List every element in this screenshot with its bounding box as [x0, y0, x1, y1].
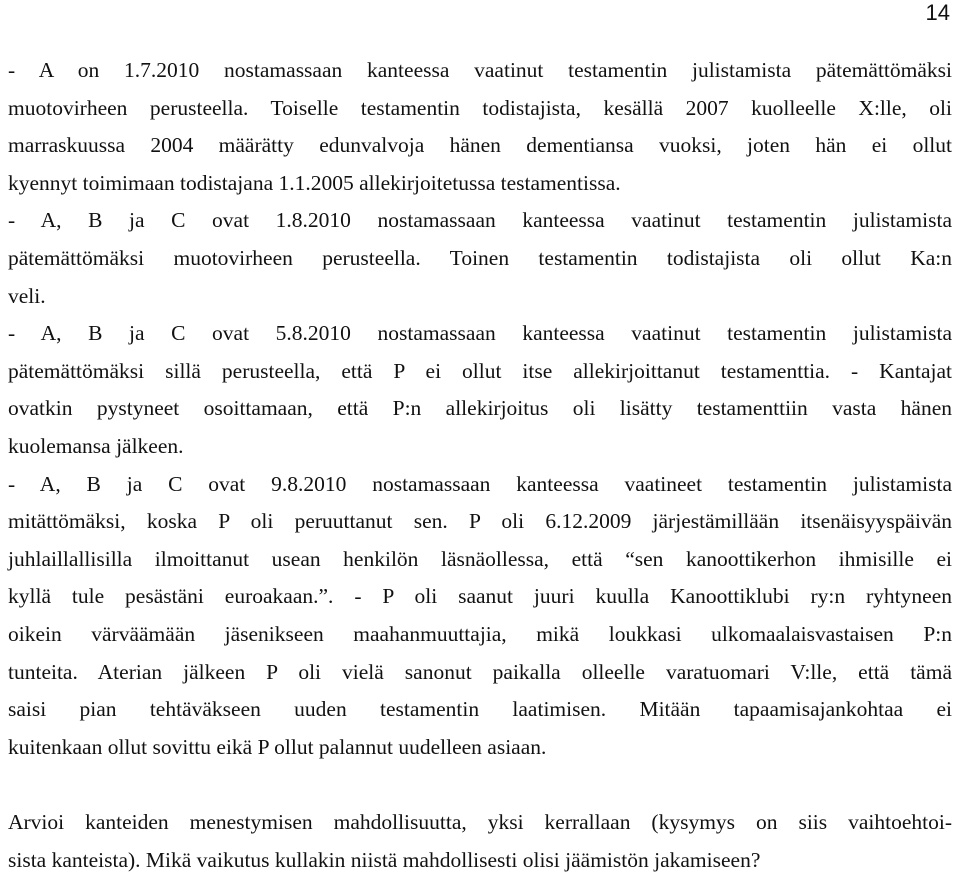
- page-number: 14: [925, 0, 950, 25]
- text-line: oikein värväämään jäsenikseen maahanmuuttajia, mikä loukkasi ulkomaalaisvastaisen P:n: [8, 621, 952, 646]
- text-line: pätemättömäksi sillä perusteella, että P ei ollut itse allekirjoittanut testamenttia. - Kantajat: [8, 358, 952, 383]
- text-line: - A, B ja C ovat 9.8.2010 nostamassaan kanteessa vaatineet testamentin julistamista: [8, 471, 952, 496]
- text-line: ovatkin pystyneet osoittamaan, että P:n allekirjoitus oli lisätty testamenttiin vasta hänen: [8, 396, 952, 421]
- text-line: kuolemansa jälkeen.: [8, 433, 184, 458]
- item-2: [8, 202, 952, 315]
- question: [8, 804, 952, 879]
- text-line: - A on 1.7.2010 nostamassaan kanteessa vaatinut testamentin julistamista pätemättömäksi: [8, 58, 952, 82]
- text-line: pätemättömäksi muotovirheen perusteella. Toinen testamentin todistajista oli ollut Ka:n: [8, 245, 952, 270]
- text-line: juhlaillallisilla ilmoittanut usean henkilön läsnäollessa, että “sen kanoottikerhon ihmisille ei: [8, 546, 952, 571]
- question-line: Arvioi kanteiden menestymisen mahdollisuutta, yksi kerrallaan (kysymys on siis vaihtoehtoi-: [8, 810, 952, 835]
- item-1: [8, 52, 952, 202]
- item-4: [8, 466, 952, 767]
- paragraph-gap: [8, 766, 952, 804]
- text-line: saisi pian tehtäväkseen uuden testamentin laatimisen. Mitään tapaamisajankohtaa ei: [8, 697, 952, 722]
- text-line: kyllä tule pesästäni euroakaan.”. - P oli saanut juuri kuulla Kanoottiklubi ry:n ryhtyneen: [8, 584, 952, 609]
- question-line: sista kanteista). Mikä vaikutus kullakin niistä mahdollisesti olisi jäämistön jakamiseen?: [8, 847, 761, 872]
- text-line: kuitenkaan ollut sovittu eikä P ollut palannut uudelleen asiaan.: [8, 734, 547, 759]
- document-body: [8, 52, 952, 879]
- text-line: tunteita. Aterian jälkeen P oli vielä sanonut paikalla olleelle varatuomari V:lle, että tämä: [8, 659, 952, 684]
- text-line: mitättömäksi, koska P oli peruuttanut sen. P oli 6.12.2009 järjestämillään itsenäisyyspäivän: [8, 509, 952, 534]
- text-line: - A, B ja C ovat 5.8.2010 nostamassaan kanteessa vaatinut testamentin julistamista: [8, 321, 952, 346]
- text-line: muotovirheen perusteella. Toiselle testamentin todistajista, kesällä 2007 kuolleelle X:lle, oli: [8, 95, 952, 120]
- text-line: - A, B ja C ovat 1.8.2010 nostamassaan kanteessa vaatinut testamentin julistamista: [8, 208, 952, 233]
- text-line: kyennyt toimimaan todistajana 1.1.2005 allekirjoitetussa testamentissa.: [8, 170, 621, 195]
- item-3: [8, 315, 952, 465]
- text-line: veli.: [8, 283, 46, 308]
- text-line: marraskuussa 2004 määrätty edunvalvoja hänen dementiansa vuoksi, joten hän ei ollut: [8, 133, 952, 158]
